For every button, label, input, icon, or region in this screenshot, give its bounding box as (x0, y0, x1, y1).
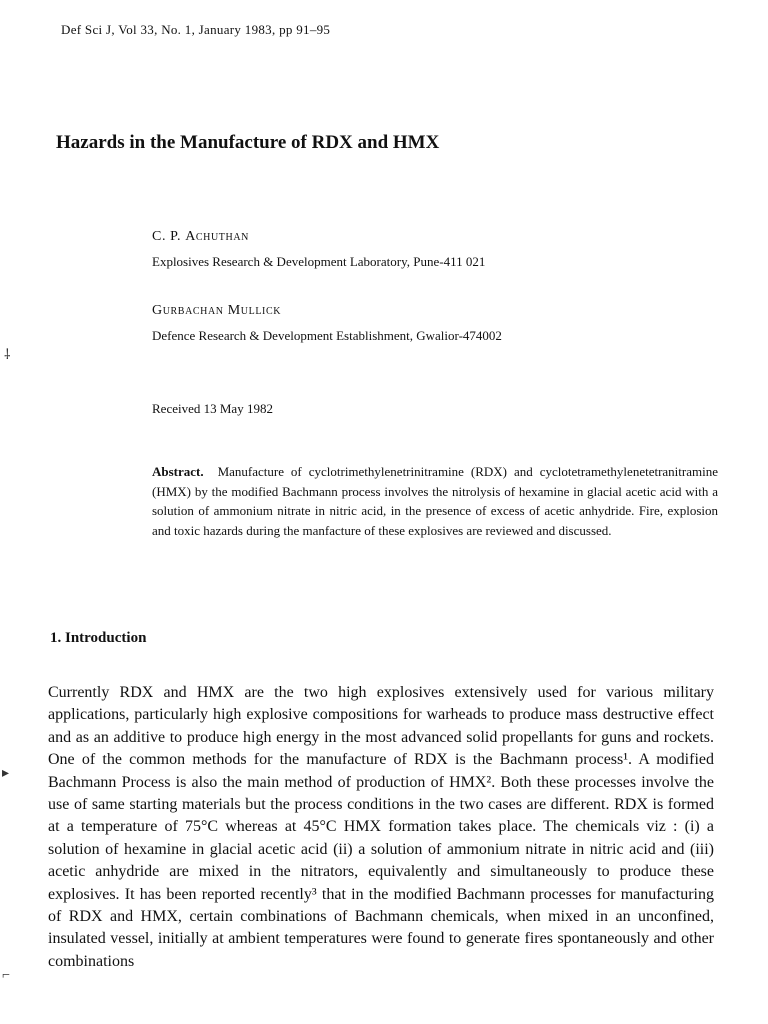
author-2-affiliation: Defence Research & Development Establishment, Gwalior-474002 (152, 328, 502, 343)
author-2 (152, 303, 281, 319)
author-1-surname: Achuthan (185, 229, 249, 244)
author-1-affiliation: Explosives Research & Development Laboratory, Pune-411 021 (152, 254, 486, 269)
abstract (152, 462, 718, 540)
paper-title: Hazards in the Manufacture of RDX and HMX (56, 132, 440, 153)
author-2-initials: Gurbachan (152, 303, 224, 318)
journal-citation: Def Sci J, Vol 33, No. 1, January 1983, pp 91–95 (61, 22, 331, 37)
section-heading-introduction: 1. Introduction (50, 630, 147, 646)
scan-margin-mark: ⌐ (2, 968, 10, 983)
author-1-initials: C. P. (152, 229, 182, 244)
author-2-surname: Mullick (227, 303, 282, 318)
abstract-text: Manufacture of cyclotrimethylenetrinitramine (RDX) and cyclotetramethylenetetranitramine (HMX) by the modified Bachmann process involves the nitrolysis of hexamine in glacial acetic acid with a solution of ammonium nitrate in nitric acid, in the presence of excess of acetic anhydride. Fire, explosion and toxic hazards during the manfacture of these explosives are reviewed and discussed. (152, 464, 718, 538)
scan-margin-mark: ⸸ (4, 348, 11, 363)
scan-margin-mark: ▸ (2, 766, 10, 781)
abstract-label: Abstract. (152, 464, 204, 479)
introduction-paragraph: Currently RDX and HMX are the two high explosives extensively used for various military applications, particularly high explosive compositions for warheads to produce mass destructive effect and as an additive to produce high energy in the most advanced solid propellants for guns and rockets. One of the common methods for the manufacture of RDX is the Bachmann process¹. A modified Bachmann Process is also the main method of production of HMX². Both these processes involve the use of same starting materials but the process conditions in the two cases are different. RDX is formed at a temperature of 75°C whereas at 45°C HMX formation takes place. The chemicals viz : (i) a solution of hexamine in glacial acetic acid (ii) a solution of ammonium nitrate in nitric acid and (iii) acetic anhydride are mixed in the nitrators, equivalently and simultaneously to produce these explosives. It has been reported recently³ that in the modified Bachmann processes for manufacturing of RDX and HMX, certain combinations of Bachmann chemicals, when mixed in an unconfined, insulated vessel, initially at ambient temperatures were found to generate fires spontaneously and other combinations (48, 684, 714, 970)
author-1 (152, 229, 249, 245)
received-date: Received 13 May 1982 (152, 401, 273, 416)
